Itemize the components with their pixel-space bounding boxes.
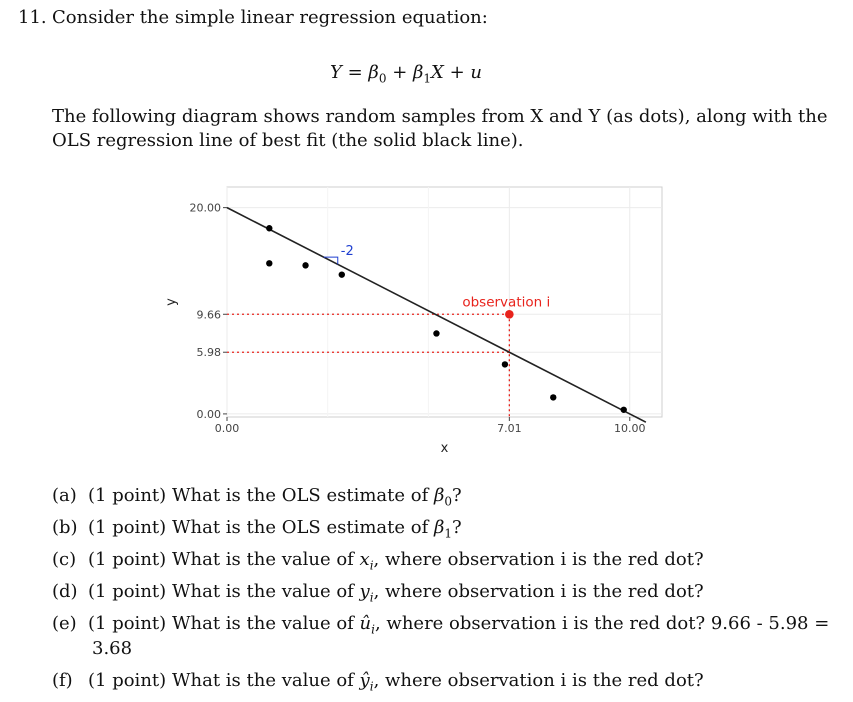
question-number: 11. — [18, 7, 47, 28]
part-c-tail: , where observation i is the red dot? — [373, 549, 704, 570]
part-d — [52, 581, 704, 609]
equation-beta1-sub: 1 — [423, 71, 432, 86]
observation-i-point — [505, 310, 514, 319]
x-tick-label: 7.01 — [497, 422, 522, 435]
x-axis-label: x — [440, 441, 449, 456]
part-e-points: (1 point) — [88, 613, 167, 634]
part-e-label: (e) — [52, 613, 77, 634]
y-tick-label: 5.98 — [196, 346, 221, 360]
intro-line-1: The following diagram shows random samples from X and Y (as dots), along with the — [52, 106, 828, 127]
equation-plus-2: + — [443, 62, 471, 83]
part-e — [52, 613, 829, 641]
y-tick-label: 9.66 — [196, 308, 221, 322]
part-e-continuation: 3.68 — [92, 638, 133, 659]
part-b-label: (b) — [52, 517, 78, 538]
part-a-text: What is the OLS estimate of — [172, 485, 434, 506]
part-c-text: What is the value of — [172, 549, 360, 570]
part-f-text: What is the value of — [172, 670, 360, 691]
part-f-math: ŷ — [359, 670, 370, 691]
equation-beta0-sub: 0 — [378, 71, 387, 86]
part-c — [52, 549, 704, 577]
data-point — [550, 394, 556, 400]
equation-plus-1: + — [386, 62, 413, 83]
question-prompt: Consider the simple linear regression equation: — [52, 7, 488, 28]
part-d-sub: i — [369, 590, 374, 605]
data-point — [266, 225, 272, 231]
part-e-text: What is the value of — [172, 613, 360, 634]
y-tick-label: 20.00 — [189, 201, 221, 215]
part-a-points: (1 point) — [88, 485, 167, 506]
regression-figure — [160, 182, 646, 472]
part-f — [52, 670, 704, 698]
part-d-tail: , where observation i is the red dot? — [373, 581, 704, 602]
part-a — [52, 485, 462, 513]
data-point — [621, 407, 627, 413]
data-point — [339, 271, 345, 277]
observation-i-label: observation i — [462, 294, 551, 311]
scatter-chart — [160, 182, 646, 472]
regression-equation — [330, 62, 482, 86]
x-tick-label: 0.00 — [214, 422, 240, 435]
equation-beta1: β — [413, 62, 424, 83]
part-e-sub: i — [371, 622, 375, 637]
part-c-sub: i — [369, 558, 374, 573]
equation-u: u — [470, 62, 482, 83]
part-f-tail: , where observation i is the red dot? — [373, 670, 704, 691]
intro-line-2: OLS regression line of best fit (the solid black line). — [52, 130, 524, 151]
part-b-math: β — [433, 517, 445, 538]
data-point — [266, 260, 272, 266]
slope-label: -2 — [340, 244, 354, 260]
data-point — [302, 262, 308, 268]
part-b-points: (1 point) — [88, 517, 167, 538]
y-tick-label: 0.00 — [196, 407, 221, 421]
part-b — [52, 517, 462, 545]
part-c-label: (c) — [52, 549, 77, 570]
part-d-math: y — [359, 581, 370, 602]
part-f-sub: i — [369, 679, 374, 694]
data-point — [433, 330, 439, 336]
part-b-sub: 1 — [444, 526, 453, 541]
equation-x: X — [431, 62, 444, 83]
plot-panel — [227, 187, 662, 417]
part-e-math: û — [359, 613, 372, 634]
part-d-label: (d) — [52, 581, 78, 602]
part-a-tail: ? — [452, 485, 462, 506]
part-a-sub: 0 — [444, 494, 453, 509]
y-axis-label: y — [164, 298, 179, 306]
equation-equals: = — [341, 62, 369, 83]
part-d-points: (1 point) — [88, 581, 167, 602]
equation-beta0: β — [368, 62, 379, 83]
part-b-tail: ? — [452, 517, 462, 538]
part-c-math: x — [359, 549, 370, 570]
part-c-points: (1 point) — [88, 549, 167, 570]
part-a-math: β — [433, 485, 445, 506]
part-d-text: What is the value of — [172, 581, 360, 602]
part-a-label: (a) — [52, 485, 77, 506]
x-tick-label: 10.00 — [614, 422, 646, 435]
data-point — [502, 361, 508, 367]
part-f-label: (f) — [52, 670, 73, 691]
equation-y: Y — [330, 62, 342, 83]
part-b-text: What is the OLS estimate of — [172, 517, 434, 538]
part-f-points: (1 point) — [88, 670, 167, 691]
part-e-tail: , where observation i is the red dot? 9.66 - 5.98 = — [374, 613, 830, 634]
